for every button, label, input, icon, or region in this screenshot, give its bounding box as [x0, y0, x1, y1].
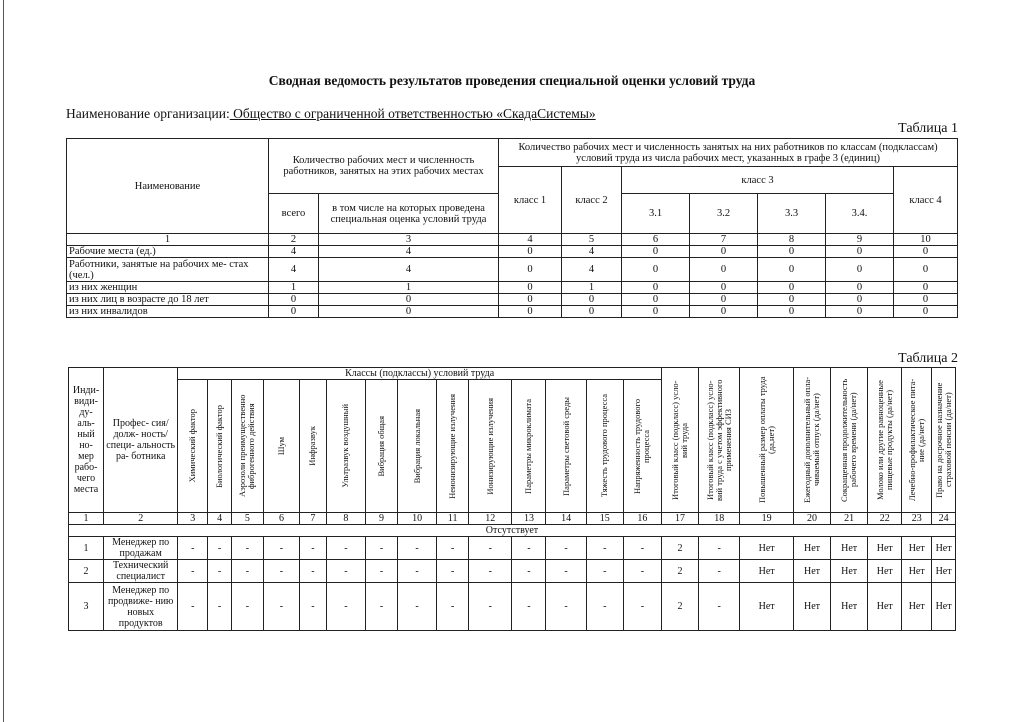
- t2-cell: -: [699, 560, 740, 583]
- t1-col-number: 7: [690, 234, 758, 246]
- t2-factor-header: [263, 380, 299, 513]
- t2-row-profession: Менеджер по продвиже- нию новых продуктов: [104, 583, 178, 631]
- t2-factor-label: Сокращенная продолжительность рабочего времени (да/нет): [839, 378, 859, 502]
- t2-factor-label: Молоко или другие равноценные пищевые продукты (да/нет): [874, 380, 894, 500]
- t2-cell: Нет: [932, 583, 956, 631]
- t2-col-number: 24: [932, 513, 956, 525]
- t2-cell: Нет: [740, 560, 794, 583]
- t1-cell: 1: [269, 282, 319, 294]
- t2-cell: -: [586, 560, 623, 583]
- t1-cell: 4: [562, 246, 622, 258]
- table1-caption: Таблица 1: [898, 121, 958, 136]
- t2-cell: -: [300, 560, 327, 583]
- t1-cell: 0: [499, 246, 562, 258]
- t1-cell: 0: [826, 246, 894, 258]
- t2-col-number: 5: [231, 513, 263, 525]
- t2-cell: -: [231, 583, 263, 631]
- t2-cell: -: [366, 560, 398, 583]
- t2-cell: 2: [661, 560, 698, 583]
- t1-row: [67, 294, 958, 306]
- t2-factor-header: [902, 368, 932, 513]
- t1-cell: 0: [622, 294, 690, 306]
- t2-factor-label: Инфразвук: [307, 426, 318, 466]
- t2-cell: -: [623, 560, 661, 583]
- t2-factor-header: [512, 380, 546, 513]
- t2-cell: -: [300, 583, 327, 631]
- t2-factor-header: [208, 380, 232, 513]
- summary-table-2: [68, 367, 956, 631]
- t2-col-number: 6: [263, 513, 299, 525]
- t2-cell: -: [208, 583, 232, 631]
- t2-cell: -: [178, 560, 208, 583]
- t1-cell: 0: [894, 258, 958, 282]
- t2-factor-header: [699, 368, 740, 513]
- t2-factor-label: Итоговый класс (подкласс) усло- вий труда с учетом эффективного применения СИЗ: [704, 379, 733, 501]
- t1-header-count-group: Количество рабочих мест и численность работников, занятых на этих рабочих местах: [269, 139, 499, 194]
- t2-cell: -: [208, 537, 232, 560]
- t2-factor-label: Напряженность трудового процесса: [632, 398, 652, 494]
- t1-col-number: 9: [826, 234, 894, 246]
- t1-cell: 0: [758, 258, 826, 282]
- t1-cell: 0: [826, 282, 894, 294]
- t1-header-class2: класс 2: [562, 167, 622, 234]
- page-edge-line: [3, 0, 4, 722]
- t1-cell: 0: [894, 306, 958, 318]
- t2-cell: -: [208, 560, 232, 583]
- t2-factor-header: [623, 380, 661, 513]
- t2-cell: Нет: [868, 583, 902, 631]
- t1-cell: 0: [690, 294, 758, 306]
- t1-cell: 0: [758, 282, 826, 294]
- t2-col-number: 8: [326, 513, 365, 525]
- t2-cell: -: [437, 583, 469, 631]
- t1-row-label: из них женщин: [67, 282, 269, 294]
- t2-cell: -: [263, 560, 299, 583]
- t2-cell: 2: [661, 537, 698, 560]
- t2-factor-label: Итоговый класс (подкласс) усло- вий труда: [670, 380, 690, 500]
- t1-cell: 0: [269, 294, 319, 306]
- t2-cell: -: [699, 583, 740, 631]
- t2-factor-header: [868, 368, 902, 513]
- t2-factor-label: Шум: [275, 436, 286, 456]
- organization-label: Наименование организации:: [66, 106, 230, 121]
- t1-cell: 0: [622, 306, 690, 318]
- t1-col-number: 10: [894, 234, 958, 246]
- t2-factor-label: Ультразвук воздушный: [340, 404, 351, 488]
- t1-cell: 0: [499, 258, 562, 282]
- t2-factor-label: Ионизирующие излучения: [484, 397, 495, 495]
- t2-cell: -: [623, 537, 661, 560]
- t2-cell: Нет: [831, 537, 868, 560]
- t2-header-id: Инди- види- ду- аль- ный но- мер рабо- чего места: [69, 368, 104, 513]
- t1-row-label: Работники, занятые на рабочих ме- стах (чел.): [67, 258, 269, 282]
- t2-col-number: 11: [437, 513, 469, 525]
- t2-col-number: 7: [300, 513, 327, 525]
- t1-header-class1: класс 1: [499, 167, 562, 234]
- t2-row-profession: Менеджер по продажам: [104, 537, 178, 560]
- t2-cell: -: [397, 560, 436, 583]
- t2-cell: -: [469, 560, 512, 583]
- t1-cell: 0: [319, 306, 499, 318]
- t2-cell: -: [512, 537, 546, 560]
- document-title: Сводная ведомость результатов проведения специальной оценки условий труда: [268, 73, 756, 88]
- t2-factor-header: [178, 380, 208, 513]
- t1-cell: 0: [758, 294, 826, 306]
- t2-cell: Нет: [793, 560, 830, 583]
- t2-col-number: 20: [793, 513, 830, 525]
- t2-factor-label: Вибрация общая: [375, 415, 386, 477]
- t1-cell: 4: [319, 246, 499, 258]
- t1-cell: 0: [622, 258, 690, 282]
- t2-cell: Нет: [831, 583, 868, 631]
- organization-line: [66, 106, 596, 122]
- t2-column-numbers: [69, 513, 956, 525]
- t2-cell: Нет: [831, 560, 868, 583]
- t1-cell: 4: [269, 258, 319, 282]
- t2-factor-header: [397, 380, 436, 513]
- t2-row: [69, 560, 956, 583]
- t2-cell: -: [699, 537, 740, 560]
- t2-cell: -: [437, 537, 469, 560]
- t1-cell: 0: [690, 282, 758, 294]
- t1-cell: 0: [690, 306, 758, 318]
- t2-factor-header: [326, 380, 365, 513]
- t2-cell: -: [366, 537, 398, 560]
- t2-cell: Нет: [740, 537, 794, 560]
- t1-row: [67, 258, 958, 282]
- t1-cell: 0: [690, 258, 758, 282]
- t2-col-number: 23: [902, 513, 932, 525]
- t2-row-profession: Технический специалист: [104, 560, 178, 583]
- t2-factor-label: Повышенный размер оплаты труда (да,нет): [756, 376, 776, 504]
- t1-header-assessed: в том числе на которых проведена специальная оценка условий труда: [319, 194, 499, 234]
- t2-cell: -: [263, 537, 299, 560]
- t1-row-label: из них инвалидов: [67, 306, 269, 318]
- t1-cell: 0: [269, 306, 319, 318]
- t1-cell: 0: [562, 306, 622, 318]
- t2-header-classes-group: Классы (подклассы) условий труда: [178, 368, 662, 380]
- t1-cell: 0: [758, 306, 826, 318]
- t2-factor-label: Тяжесть трудового процесса: [599, 394, 610, 498]
- t2-factor-label: Ежегодный дополнительный опла- чиваемый отпуск (да/нет): [802, 376, 822, 504]
- t2-factor-header: [793, 368, 830, 513]
- t2-header-profession: Профес- сия/долж- ность/специ- альность ра- ботника: [104, 368, 178, 513]
- t2-factor-header: [469, 380, 512, 513]
- t1-cell: 0: [826, 306, 894, 318]
- t2-col-number: 16: [623, 513, 661, 525]
- organization-name: Общество с ограниченной ответственностью «СкадаСистемы»: [229, 106, 596, 121]
- t1-cell: 1: [562, 282, 622, 294]
- table2-caption: Таблица 2: [898, 351, 958, 366]
- t1-cell: 4: [319, 258, 499, 282]
- t2-cell: Нет: [868, 537, 902, 560]
- t1-col-number: 3: [319, 234, 499, 246]
- t1-cell: 4: [269, 246, 319, 258]
- t2-factor-label: Параметры световой среды: [560, 396, 571, 496]
- t2-col-number: 2: [104, 513, 178, 525]
- t2-cell: Нет: [932, 560, 956, 583]
- t2-factor-label: Право на досрочное назначение страховой пенсии (да/нет): [933, 382, 953, 498]
- t2-cell: -: [437, 560, 469, 583]
- t1-row-label: из них лиц в возрасте до 18 лет: [67, 294, 269, 306]
- t2-cell: 2: [661, 583, 698, 631]
- t2-factor-header: [586, 380, 623, 513]
- t2-cell: -: [178, 537, 208, 560]
- t2-col-number: 4: [208, 513, 232, 525]
- t1-header-c31: 3.1: [622, 194, 690, 234]
- t2-col-number: 1: [69, 513, 104, 525]
- t2-cell: -: [546, 560, 586, 583]
- t1-cell: 0: [894, 246, 958, 258]
- t2-cell: -: [326, 560, 365, 583]
- t1-cell: 0: [690, 246, 758, 258]
- t2-row: [69, 583, 956, 631]
- t2-cell: -: [512, 560, 546, 583]
- summary-table-1: [66, 138, 958, 318]
- t1-cell: 0: [826, 258, 894, 282]
- t2-cell: -: [326, 537, 365, 560]
- t2-factor-header: [300, 380, 327, 513]
- t2-col-number: 12: [469, 513, 512, 525]
- t2-cell: Нет: [902, 560, 932, 583]
- t1-header-classes-group: Количество рабочих мест и численность занятых на них работников по классам (подклассам) условий труда из числа рабочих мест, указанных в графе 3 (единиц): [499, 139, 958, 167]
- t2-col-number: 22: [868, 513, 902, 525]
- t2-factor-label: Неионизирующие излучения: [447, 393, 458, 499]
- t2-cell: -: [366, 583, 398, 631]
- t2-factor-label: Химический фактор: [187, 409, 198, 483]
- t1-row: [67, 306, 958, 318]
- t2-section-label: Отсутствует: [69, 525, 956, 537]
- t2-cell: Нет: [902, 583, 932, 631]
- t1-col-number: 2: [269, 234, 319, 246]
- t2-cell: -: [231, 560, 263, 583]
- t1-header-class3: класс 3: [622, 167, 894, 194]
- t2-cell: Нет: [740, 583, 794, 631]
- t1-header-c34: 3.4.: [826, 194, 894, 234]
- t1-column-numbers: [67, 234, 958, 246]
- t2-col-number: 18: [699, 513, 740, 525]
- t2-row: [69, 537, 956, 560]
- t2-cell: -: [397, 583, 436, 631]
- t1-cell: 0: [826, 294, 894, 306]
- t2-factor-label: Параметры микроклимата: [523, 398, 534, 494]
- t1-col-number: 4: [499, 234, 562, 246]
- t2-cell: -: [300, 537, 327, 560]
- t1-col-number: 5: [562, 234, 622, 246]
- t2-factor-header: [437, 380, 469, 513]
- t1-cell: 0: [894, 294, 958, 306]
- t2-cell: -: [231, 537, 263, 560]
- t2-row-id: 3: [69, 583, 104, 631]
- t2-factor-label: Биологический фактор: [214, 404, 225, 488]
- t2-col-number: 15: [586, 513, 623, 525]
- t1-cell: 0: [499, 306, 562, 318]
- t1-cell: 0: [622, 282, 690, 294]
- t2-col-number: 10: [397, 513, 436, 525]
- t2-cell: -: [546, 537, 586, 560]
- t2-cell: Нет: [793, 583, 830, 631]
- t1-cell: 0: [758, 246, 826, 258]
- t2-cell: Нет: [902, 537, 932, 560]
- t1-header-class4: класс 4: [894, 167, 958, 234]
- t2-row-id: 1: [69, 537, 104, 560]
- t2-cell: -: [546, 583, 586, 631]
- t2-cell: -: [326, 583, 365, 631]
- t2-cell: -: [469, 583, 512, 631]
- t1-cell: 0: [894, 282, 958, 294]
- t1-row: [67, 282, 958, 294]
- t2-col-number: 19: [740, 513, 794, 525]
- t1-col-number: 1: [67, 234, 269, 246]
- t2-col-number: 21: [831, 513, 868, 525]
- t1-header-name: Наименование: [67, 139, 269, 234]
- t1-cell: 0: [499, 294, 562, 306]
- t2-col-number: 9: [366, 513, 398, 525]
- t1-cell: 4: [562, 258, 622, 282]
- t1-cell: 0: [622, 246, 690, 258]
- t2-col-number: 13: [512, 513, 546, 525]
- t2-cell: -: [586, 537, 623, 560]
- t1-cell: 0: [319, 294, 499, 306]
- t2-factor-header: [546, 380, 586, 513]
- t1-cell: 0: [499, 282, 562, 294]
- t2-factor-label: Вибрация локальная: [411, 408, 422, 484]
- t2-factor-header: [366, 380, 398, 513]
- t2-cell: -: [586, 583, 623, 631]
- t2-row-id: 2: [69, 560, 104, 583]
- t2-factor-header: [932, 368, 956, 513]
- t2-factor-header: [661, 368, 698, 513]
- t1-cell: 1: [319, 282, 499, 294]
- t1-cell: 0: [562, 294, 622, 306]
- t1-row-label: Рабочие места (ед.): [67, 246, 269, 258]
- t2-col-number: 14: [546, 513, 586, 525]
- t2-cell: -: [512, 583, 546, 631]
- t2-cell: Нет: [932, 537, 956, 560]
- t2-factor-header: [740, 368, 794, 513]
- t1-header-c33: 3.3: [758, 194, 826, 234]
- t2-cell: -: [623, 583, 661, 631]
- t1-header-total: всего: [269, 194, 319, 234]
- t2-cell: -: [397, 537, 436, 560]
- t2-cell: Нет: [868, 560, 902, 583]
- t2-factor-label: Лечебно-профилактическое пита- ние (да/нет): [906, 378, 926, 502]
- t2-col-number: 17: [661, 513, 698, 525]
- t2-cell: Нет: [793, 537, 830, 560]
- t2-factor-header: [831, 368, 868, 513]
- t1-col-number: 8: [758, 234, 826, 246]
- t2-cell: -: [263, 583, 299, 631]
- t2-cell: -: [178, 583, 208, 631]
- t1-col-number: 6: [622, 234, 690, 246]
- t2-cell: -: [469, 537, 512, 560]
- t2-col-number: 3: [178, 513, 208, 525]
- t2-factor-header: [231, 380, 263, 513]
- t2-factor-label: Аэрозоли преимущественно фиброгенного действия: [237, 394, 257, 498]
- t1-header-c32: 3.2: [690, 194, 758, 234]
- t1-row: [67, 246, 958, 258]
